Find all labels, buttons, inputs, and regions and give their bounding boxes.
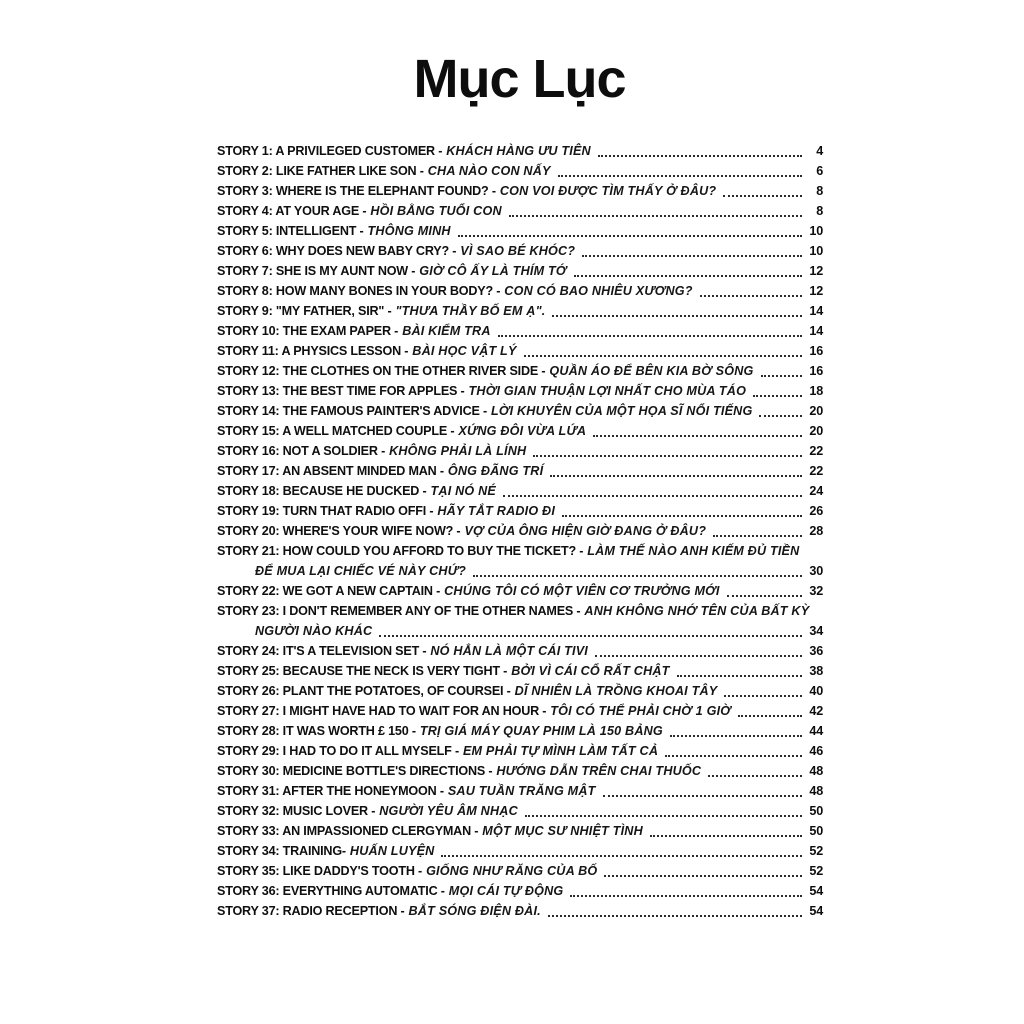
entry-page-number: 8 [816,204,823,218]
entry-page-number: 22 [809,444,823,458]
entry-title-vietnamese: BÀI HỌC VẬT LÝ [412,344,517,358]
entry-title-vietnamese-continued: ĐỂ MUA LẠI CHIẾC VÉ NÀY CHỨ? [255,564,466,578]
toc-entry [217,841,823,861]
dot-leader [570,895,802,897]
toc-entry [217,381,823,401]
entry-page-number: 42 [809,704,823,718]
dot-leader [700,295,802,297]
toc-entry [217,461,823,481]
entry-title-english: STORY 14: THE FAMOUS PAINTER'S ADVICE - [217,404,487,418]
toc-entry [217,761,823,781]
toc-entry [217,681,823,701]
toc-entry-line [217,141,823,161]
entry-title-vietnamese: BẮT SÓNG ĐIỆN ĐÀI. [408,904,541,918]
toc-entry [217,361,823,381]
entry-title-vietnamese: KHÁCH HÀNG ƯU TIÊN [446,144,591,158]
entry-title-english: STORY 36: EVERYTHING AUTOMATIC - [217,884,445,898]
entry-title-english: STORY 25: BECAUSE THE NECK IS VERY TIGHT - [217,664,508,678]
dot-leader [562,515,802,517]
toc-entry-line [217,421,823,441]
toc-entry [217,521,823,541]
toc-list [217,141,823,921]
entry-title-vietnamese: "THƯA THẦY BỐ EM Ạ". [395,304,546,318]
entry-page-number: 20 [809,424,823,438]
toc-entry-line [217,821,823,841]
toc-entry-line [217,761,823,781]
entry-title-english: STORY 23: I DON'T REMEMBER ANY OF THE OTHER NAMES - [217,604,581,618]
entry-title-english: STORY 24: IT'S A TELEVISION SET - [217,644,427,658]
toc-entry [217,801,823,821]
entry-page-number: 30 [809,564,823,578]
toc-entry-line [217,321,823,341]
entry-page-number: 16 [809,344,823,358]
entry-page-number: 40 [809,684,823,698]
entry-title-english: STORY 17: AN ABSENT MINDED MAN - [217,464,444,478]
entry-title-english: STORY 15: A WELL MATCHED COUPLE - [217,424,455,438]
toc-entry [217,141,823,161]
toc-entry-line [217,861,823,881]
toc-entry [217,721,823,741]
dot-leader [650,835,802,837]
toc-entry-line [217,641,823,661]
dot-leader [724,695,802,697]
toc-entry [217,261,823,281]
toc-entry [217,301,823,321]
entry-title-english: STORY 2: LIKE FATHER LIKE SON - [217,164,424,178]
toc-entry [217,661,823,681]
dot-leader [665,755,802,757]
entry-title-vietnamese: LỜI KHUYÊN CỦA MỘT HỌA SĨ NỔI TIẾNG [490,404,753,418]
toc-entry [217,281,823,301]
entry-page-number: 52 [809,844,823,858]
entry-page-number: 50 [809,824,823,838]
toc-entry-wrap-line [217,561,823,581]
entry-title-english: STORY 33: AN IMPASSIONED CLERGYMAN - [217,824,479,838]
toc-entry-line [217,781,823,801]
entry-page-number: 26 [809,504,823,518]
entry-page-number: 6 [816,164,823,178]
entry-title-vietnamese: DĨ NHIÊN LÀ TRỒNG KHOAI TÂY [514,684,718,698]
toc-entry [217,541,823,581]
entry-title-vietnamese: CON VOI ĐƯỢC TÌM THẤY Ở ĐÂU? [499,184,717,198]
dot-leader [548,915,802,917]
dot-leader [604,875,802,877]
dot-leader [458,235,802,237]
dot-leader [498,335,802,337]
toc-entry [217,641,823,661]
toc-entry-line [217,381,823,401]
toc-entry [217,181,823,201]
entry-page-number: 10 [809,224,823,238]
toc-entry-line [217,341,823,361]
entry-title-english: STORY 18: BECAUSE HE DUCKED - [217,484,427,498]
page-title: Mục Lục [413,49,626,109]
entry-title-english: STORY 30: MEDICINE BOTTLE'S DIRECTIONS - [217,764,493,778]
dot-leader [524,355,802,357]
dot-leader [550,475,802,477]
toc-entry-line [217,601,823,621]
dot-leader [670,735,802,737]
dot-leader [598,155,802,157]
toc-entry [217,201,823,221]
toc-entry [217,421,823,441]
dot-leader [738,715,802,717]
toc-entry [217,161,823,181]
entry-title-english: STORY 7: SHE IS MY AUNT NOW - [217,264,416,278]
entry-title-english: STORY 31: AFTER THE HONEYMOON - [217,784,444,798]
entry-title-english: STORY 28: IT WAS WORTH £ 150 - [217,724,416,738]
entry-page-number: 52 [809,864,823,878]
toc-entry-line [217,281,823,301]
toc-entry-line [217,301,823,321]
toc-entry [217,581,823,601]
entry-title-vietnamese: BỞI VÌ CÁI CỔ RẤT CHẬT [511,664,670,678]
toc-entry-line [217,541,823,561]
entry-title-vietnamese: KHÔNG PHẢI LÀ LÍNH [389,444,527,458]
entry-page-number: 12 [809,264,823,278]
entry-title-vietnamese: NÓ HẲN LÀ MỘT CÁI TIVI [430,644,588,658]
entry-title-vietnamese: GIỐNG NHƯ RĂNG CỦA BỐ [426,864,598,878]
entry-title-vietnamese: EM PHẢI TỰ MÌNH LÀM TẤT CẢ [462,744,659,758]
entry-title-vietnamese: CON CÓ BAO NHIÊU XƯƠNG? [504,284,693,298]
entry-title-english: STORY 4: AT YOUR AGE - [217,204,367,218]
dot-leader [761,375,802,377]
entry-title-vietnamese: XỨNG ĐÔI VỪA LỨA [458,424,587,438]
toc-entry-line [217,161,823,181]
dot-leader [379,635,802,637]
entry-page-number: 54 [809,904,823,918]
entry-title-vietnamese: HỒI BẰNG TUỔI CON [370,204,502,218]
entry-page-number: 48 [809,764,823,778]
dot-leader [723,195,802,197]
toc-entry-line [217,661,823,681]
toc-entry [217,781,823,801]
dot-leader [708,775,802,777]
dot-leader [603,795,802,797]
toc-entry-wrap-line [217,621,823,641]
entry-title-vietnamese: BÀI KIỂM TRA [402,324,491,338]
toc-entry-line [217,901,823,921]
entry-title-vietnamese: THÔNG MINH [367,224,451,238]
entry-page-number: 54 [809,884,823,898]
entry-title-english: STORY 27: I MIGHT HAVE HAD TO WAIT FOR AN HOUR - [217,704,547,718]
entry-page-number: 20 [809,404,823,418]
entry-title-english: STORY 19: TURN THAT RADIO OFFI - [217,504,434,518]
entry-title-english: STORY 3: WHERE IS THE ELEPHANT FOUND? - [217,184,496,198]
entry-page-number: 50 [809,804,823,818]
toc-entry-line [217,721,823,741]
entry-page-number: 24 [809,484,823,498]
dot-leader [552,315,802,317]
entry-page-number: 46 [809,744,823,758]
dot-leader [525,815,802,817]
toc-entry [217,441,823,461]
entry-page-number: 38 [809,664,823,678]
toc-entry [217,321,823,341]
toc-entry-line [217,201,823,221]
entry-page-number: 8 [816,184,823,198]
entry-title-vietnamese: MỘT MỤC SƯ NHIỆT TÌNH [482,824,643,838]
toc-entry [217,901,823,921]
entry-title-english: STORY 9: "MY FATHER, SIR" - [217,304,392,318]
entry-page-number: 14 [809,324,823,338]
entry-title-english: STORY 6: WHY DOES NEW BABY CRY? - [217,244,457,258]
dot-leader [595,655,802,657]
toc-entry-line [217,441,823,461]
toc-entry-line [217,701,823,721]
entry-title-vietnamese: TẠI NÓ NÉ [430,484,496,498]
entry-title-english: STORY 5: INTELLIGENT - [217,224,364,238]
entry-title-vietnamese: CHÚNG TÔI CÓ MỘT VIÊN CƠ TRƯỞNG MỚI [444,584,720,598]
toc-entry-line [217,401,823,421]
entry-title-vietnamese-continued: NGƯỜI NÀO KHÁC [255,624,373,638]
toc-entry-line [217,261,823,281]
toc-entry-line [217,521,823,541]
entry-title-english: STORY 20: WHERE'S YOUR WIFE NOW? - [217,524,461,538]
entry-title-english: STORY 21: HOW COULD YOU AFFORD TO BUY THE TICKET? - [217,544,584,558]
entry-page-number: 22 [809,464,823,478]
dot-leader [582,255,802,257]
toc-entry [217,821,823,841]
entry-title-english: STORY 12: THE CLOTHES ON THE OTHER RIVER SIDE - [217,364,546,378]
entry-title-english: STORY 32: MUSIC LOVER - [217,804,376,818]
entry-title-vietnamese: ÔNG ĐÃNG TRÍ [447,464,544,478]
entry-title-vietnamese: QUẦN ÁO ĐỂ BÊN KIA BỜ SÔNG [549,364,754,378]
entry-title-vietnamese: TÔI CÓ THỂ PHẢI CHỜ 1 GIỜ [550,704,732,718]
toc-entry [217,481,823,501]
entry-title-vietnamese: THỜI GIAN THUẬN LỢI NHẤT CHO MÙA TÁO [468,384,747,398]
entry-title-vietnamese: HƯỚNG DẪN TRÊN CHAI THUỐC [496,764,702,778]
entry-title-english: STORY 16: NOT A SOLDIER - [217,444,386,458]
toc-entry-line [217,461,823,481]
entry-title-english: STORY 13: THE BEST TIME FOR APPLES - [217,384,465,398]
entry-title-english: STORY 22: WE GOT A NEW CAPTAIN - [217,584,441,598]
toc-entry-line [217,221,823,241]
entry-page-number: 10 [809,244,823,258]
entry-title-english: STORY 37: RADIO RECEPTION - [217,904,405,918]
toc-entry [217,601,823,641]
toc-entry-line [217,181,823,201]
toc-entry-line [217,841,823,861]
entry-title-vietnamese: ANH KHÔNG NHỚ TÊN CỦA BẤT KỲ [584,604,810,618]
toc-entry [217,881,823,901]
dot-leader [558,175,802,177]
toc-entry [217,501,823,521]
toc-entry-line [217,481,823,501]
toc-entry [217,701,823,721]
entry-title-vietnamese: HÃY TẮT RADIO ĐI [437,504,556,518]
entry-page-number: 4 [816,144,823,158]
dot-leader [473,575,802,577]
toc-entry-line [217,681,823,701]
entry-title-vietnamese: LÀM THẾ NÀO ANH KIẾM ĐỦ TIỀN [587,544,800,558]
entry-page-number: 28 [809,524,823,538]
entry-page-number: 18 [809,384,823,398]
toc-entry [217,741,823,761]
entry-title-vietnamese: CHA NÀO CON NẤY [427,164,551,178]
entry-page-number: 34 [809,624,823,638]
entry-title-english: STORY 26: PLANT THE POTATOES, OF COURSEI - [217,684,511,698]
dot-leader [713,535,802,537]
entry-page-number: 36 [809,644,823,658]
entry-title-vietnamese: TRỊ GIÁ MÁY QUAY PHIM LÀ 150 BẢNG [419,724,663,738]
entry-title-english: STORY 35: LIKE DADDY'S TOOTH - [217,864,423,878]
entry-page-number: 12 [809,284,823,298]
entry-title-english: STORY 10: THE EXAM PAPER - [217,324,399,338]
entry-title-english: STORY 29: I HAD TO DO IT ALL MYSELF - [217,744,459,758]
entry-page-number: 48 [809,784,823,798]
toc-entry-line [217,881,823,901]
dot-leader [574,275,802,277]
entry-page-number: 14 [809,304,823,318]
toc-entry-line [217,741,823,761]
entry-page-number: 16 [809,364,823,378]
entry-title-vietnamese: VÌ SAO BÉ KHÓC? [460,244,576,258]
toc-entry-line [217,241,823,261]
dot-leader [503,495,802,497]
dot-leader [727,595,802,597]
toc-entry-line [217,801,823,821]
dot-leader [509,215,802,217]
toc-entry [217,241,823,261]
entry-title-vietnamese: MỌI CÁI TỰ ĐỘNG [448,884,564,898]
toc-entry [217,221,823,241]
dot-leader [677,675,802,677]
entry-page-number: 44 [809,724,823,738]
dot-leader [593,435,802,437]
entry-title-english: STORY 1: A PRIVILEGED CUSTOMER - [217,144,443,158]
toc-entry [217,341,823,361]
toc-entry [217,401,823,421]
entry-title-english: STORY 34: TRAINING- [217,844,346,858]
entry-title-english: STORY 11: A PHYSICS LESSON - [217,344,409,358]
entry-page-number: 32 [809,584,823,598]
dot-leader [753,395,802,397]
entry-title-vietnamese: NGƯỜI YÊU ÂM NHẠC [379,804,518,818]
entry-title-vietnamese: HUẤN LUYỆN [349,844,435,858]
dot-leader [441,855,802,857]
entry-title-english: STORY 8: HOW MANY BONES IN YOUR BODY? - [217,284,501,298]
toc-entry-line [217,581,823,601]
toc-entry-line [217,501,823,521]
entry-title-vietnamese: VỢ CỦA ÔNG HIỆN GIỜ ĐANG Ở ĐÂU? [464,524,707,538]
toc-entry-line [217,361,823,381]
entry-title-vietnamese: SAU TUẦN TRĂNG MẬT [447,784,596,798]
entry-title-vietnamese: GIỜ CÔ ẤY LÀ THÍM TỚ [419,264,567,278]
dot-leader [759,415,802,417]
toc-entry [217,861,823,881]
dot-leader [533,455,802,457]
